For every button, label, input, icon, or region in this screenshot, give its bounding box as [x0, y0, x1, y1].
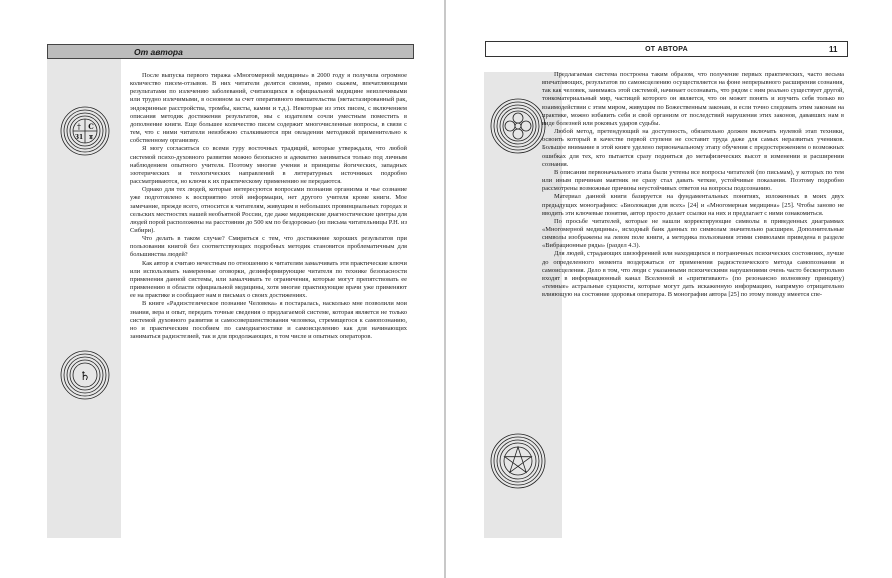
left-page [0, 0, 445, 578]
right-paragraph: Материал данной книги базируется на фундаментальных понятиях, изложенных в моих двух предыдущих монографиях: «Биолокация для всех» [24] и «Многомерная медицина» [25]. Чтобы заново не вводить эти ключевые понятия, автор просто делает ссылки на них и предлагает с ними ознакомиться. [542, 193, 844, 217]
left-paragraph: После выпуска первого тиража «Многомерной медицины» в 2000 году я получила огромное количество писем-отзывов. В них читатели делятся своими, прямо скажем, впечатляющими результатами по излечению заболеваний, считающихся в официальной медицине неизлечимыми или трудно излечимыми, в основном за счет оперативного вмешательства (метастазированный рак, эндокринные расстройства, тромбы, кисты, камни и т.д.). Некоторые из этих писем, с включением описания методик достижения результатов, мы с издателем сочли уместным поместить в дополнение книги. Еще большее количество писем содержит многочисленные вопросы, в связи с тем, что с ними читатели неизбежно сталкиваются при овладении методикой применительно к собственному организму. [130, 72, 407, 145]
emblem-symbol-cross: † [77, 122, 81, 131]
saturn-symbol-icon [60, 350, 110, 400]
pentagram-symbol-icon [490, 433, 546, 489]
left-paragraph: Как автор я считаю нечестным по отношению к читателям замалчивать эти практические ключи или использовать намеренные оговорки, дезинформирующие читателя по технике безопасности применения данной системы, или замалчивать те ограничения, которые могут препятствовать ее применению в области официальной медицины, хотя многие практикующие врачи уже применяют ее на практике и сообщают нам в письмах о своих достижениях. [130, 259, 407, 300]
right-paragraph: Для людей, страдающих шизофренией или находящихся в пограничных психических состояниях, лучше до определенного момента воздержаться от применения радиэстезического метода самопознания и самоисцеления. Дело в том, что люди с указанными психическими нарушениями очень часто бесконтрольно входят в информационный канал Вселенной и «притягивают» (по резонансно волновому принципу) «темные» астральные сущности, которые могут дать искаженную информацию, напрямую отрицательно влияющую на состояние здоровья оператора. В монографии автора [25] по этому поводу имеется спе- [542, 250, 844, 299]
left-paragraph: В книге «Радиэстезическое познание Человека» я постаралась, насколько мне позволили мои знания, вера и опыт, передать точные сведения о предлагаемой системе, которая является не только системой духовного развития и самосовершенствования человека, стремящегося к самопознанию, но и практическим пособием по самодиагностике и самоисцелению как для начинающих заниматься радиэстезией, так и для продолжающих, в том числе и опытных операторов. [130, 300, 407, 340]
lotus-symbol-icon [490, 98, 546, 154]
left-paragraph: Что делать в таком случае? Смириться с тем, что достижение хороших результатов при пользовании книгой без соответствующих подробных методик становится проблематичным для большинства людей? [130, 235, 407, 259]
diagnostic-symbol-icon [60, 106, 110, 156]
right-paragraph: Предлагаемая система построена таким образом, что получение первых практических, часто весьма впечатляющих, результатов по самоисцелению осуществляется на фоне непрерывного расширения сознания, так как человек, занимаясь этой системой, начинает осознавать, что рядом с ним реально существует другой, тонкоматериальный мир, частицей которого он является, что он может понять и изучить себя только во взаимодействии с этим миром, живущим по Божественным законам, и если точно следовать этим законам на практике, можно избавить себя и свой организм от последствий нарушения этих законов, дававших нам в виде болезней или роковых ударов судьбы. [542, 71, 844, 127]
left-header-title: От автора [134, 47, 183, 57]
emblem-symbol-31: 31 [74, 134, 84, 141]
left-paragraph: Я могу согласиться со всеми гуру восточных традиций, которые утверждали, что любой системой психо-духовного развития можно безопасно и адекватно заниматься только под личным наблюдением опытного учителя. Поэтому многие учения и принципы йогических, западных эзотерических и теологических направлений в литературных источниках подробно рассматриваются, но ключи к их практическому применению не передаются. [130, 145, 407, 186]
right-text-column [542, 71, 844, 299]
right-header-box [485, 41, 848, 57]
right-header-title: ОТ АВТОРА [645, 45, 688, 53]
left-text-column [130, 72, 407, 341]
right-paragraph: В описании первоначального этапа были учтены все вопросы читателей (по письмам), у которых по тем или иным причинам маятник не сразу стал давать четкие, устойчивые показания. Поэтому подробно рассмотрены возможные причины неустойчивых ответов на вопросы подсознанию. [542, 168, 844, 193]
emblem-symbol-glyph: ड [89, 134, 93, 141]
emblem-symbol-c: С [88, 122, 94, 131]
right-paragraph: Любой метод, претендующий на доступность, обязательно должен включать нулевой этап техники, освоить который в качестве первой ступени не составит труда даже для самых неразвитых учеников. Большое внимание в этой книге уделено первоначальному этапу обучения с предостережением о возможных ошибках для тех, кто пытается сразу подняться до метафизических высот в изменении и расширении сознания. [542, 128, 844, 168]
page-number: 11 [829, 45, 838, 54]
saturn-glyph: ♄ [79, 369, 91, 383]
right-paragraph: По просьбе читателей, которые не нашли корректирующие символы в приведенных диаграммах «Многомерной медицины», исходный банк данных по символам значительно расширен. Дополнительные символы изображены на левом поле книги, а методика пользования этими символами приведена в разделе «Вибрационные ряды» (раздел 4.3). [542, 217, 844, 250]
left-header-bar [47, 44, 414, 59]
right-page [446, 0, 892, 578]
left-paragraph: Однако для тех людей, которые интересуются вопросами познания организма и чье сознание уже подготовлено к восприятию этой информации, нет другого учителя кроме книги. Мое замечание, прежде всего, относится к читателям, живущим в небольших провинциальных городах и сельских местностях нашей необъятной России, где даже медицинские диагностические центры для людей порой расположены на расстоянии до 500 км по бездорожью (из письма читательницы Р.Н. из Сибири). [130, 186, 407, 234]
